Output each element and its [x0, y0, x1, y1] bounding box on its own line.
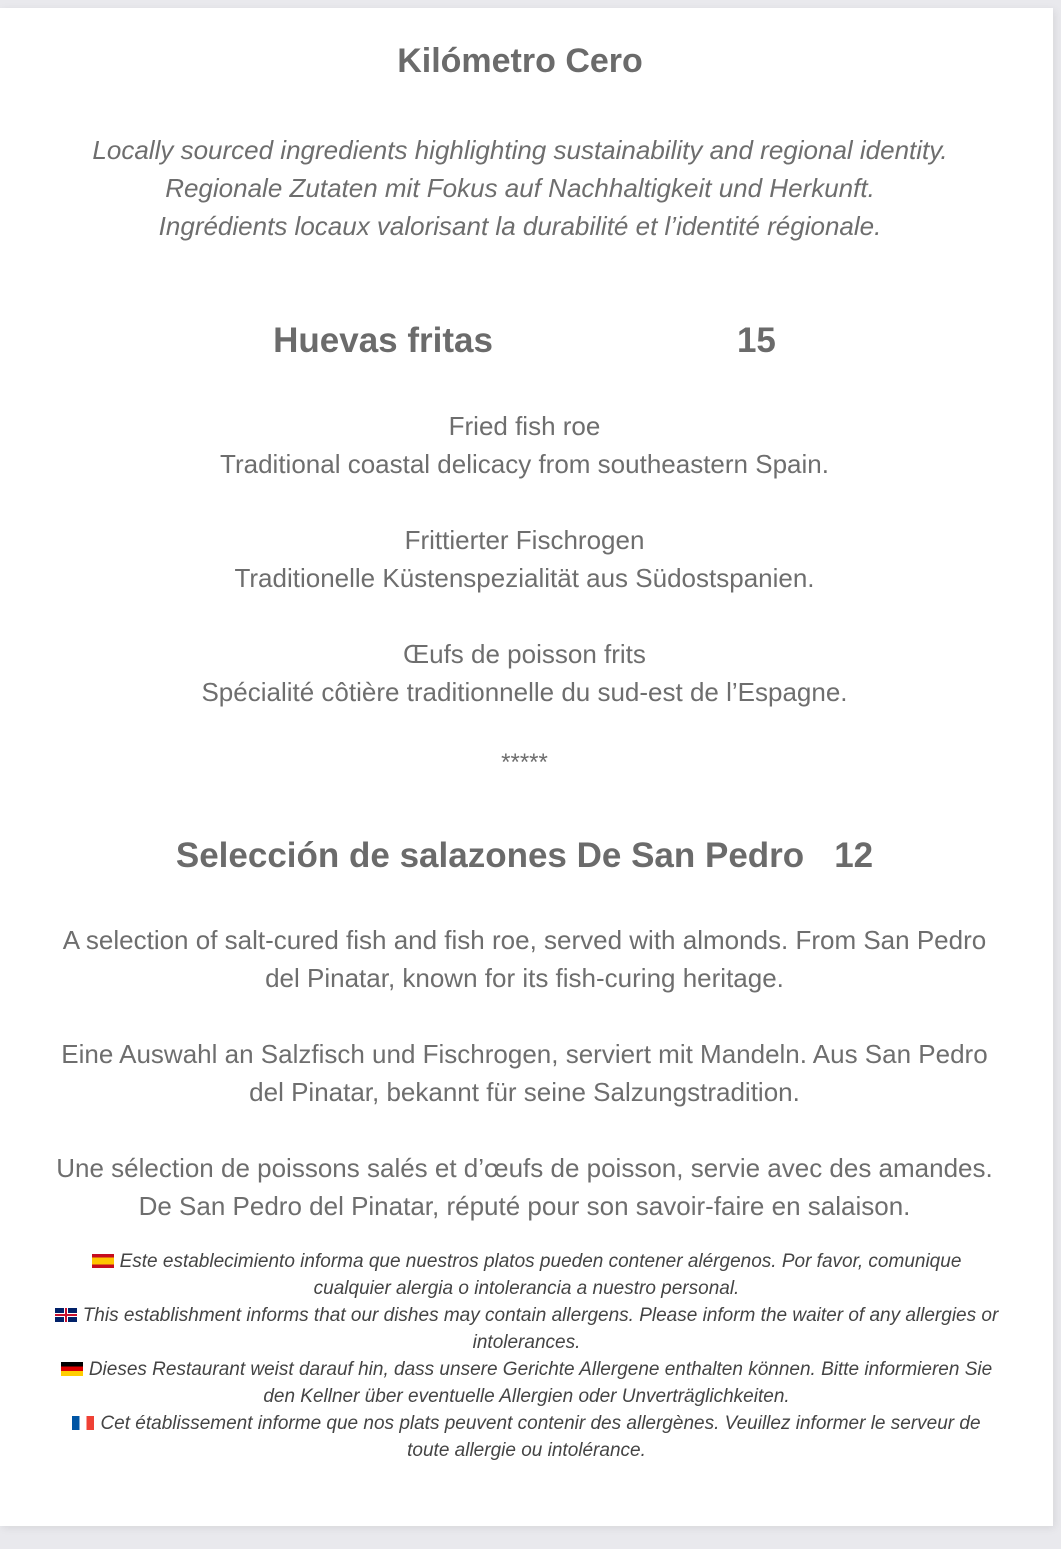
allergen-text-fr-2: toute allergie ou intolérance. — [407, 1440, 646, 1461]
dish-subtitle-de: Frittierter Fischrogen — [404, 525, 645, 555]
dish2-description-fr — [0, 1149, 1049, 1225]
dish-header-salazones — [0, 836, 1049, 876]
intro-french: Ingrédients locaux valorisant la durabilité et l’identité régionale. — [158, 211, 882, 241]
dish2-text-de-line1: Eine Auswahl an Salzfisch und Fischrogen, serviert mit Mandeln. Aus San Pedro — [61, 1039, 988, 1069]
allergen-text-de-2: den Kellner über eventuelle Allergien oder Unverträglichkeiten. — [263, 1386, 790, 1407]
allergen-text-en-1: This establishment informs that our dishes may contain allergens. Please inform the waiter of any allergies or — [82, 1305, 999, 1326]
dish-header-huevas — [0, 321, 1049, 361]
allergen-line-es — [20, 1248, 1033, 1275]
dish2-text-fr-line2: De San Pedro del Pinatar, réputé pour son savoir-faire en salaison. — [138, 1191, 911, 1221]
dish-description-de — [0, 521, 1049, 597]
dish-subtitle-en: Fried fish roe — [448, 411, 601, 441]
menu-page — [0, 8, 1053, 1526]
menu-intro — [0, 131, 1040, 245]
intro-german: Regionale Zutaten mit Fokus auf Nachhaltigkeit und Herkunft. — [165, 173, 875, 203]
allergen-text-fr-1: Cet établissement informe que nos plats peuvent contenir des allergènes. Veuillez informer le serveur de — [100, 1413, 981, 1434]
dish-text-en: Traditional coastal delicacy from southeastern Spain. — [220, 449, 829, 479]
menu-title: Kilómetro Cero — [397, 42, 643, 80]
allergen-line-en — [20, 1302, 1033, 1329]
dish-subtitle-fr: Œufs de poisson frits — [403, 639, 646, 669]
allergen-text-es-2: cualquier alergia o intolerancia a nuestro personal. — [313, 1278, 740, 1299]
dish-description-en — [0, 407, 1049, 483]
allergen-notice — [20, 1248, 1033, 1464]
dish2-text-en-line2: del Pinatar, known for its fish-curing heritage. — [265, 963, 784, 993]
intro-english: Locally sourced ingredients highlighting sustainability and regional identity. — [92, 135, 948, 165]
dish-description-fr — [0, 635, 1049, 711]
germany-flag-icon — [61, 1362, 83, 1376]
allergen-text-es-1: Este establecimiento informa que nuestros platos pueden contener alérgenos. Por favor, comunique — [119, 1251, 962, 1272]
allergen-line-fr — [20, 1410, 1033, 1437]
dish2-description-en — [0, 921, 1049, 997]
dish-name: Selección de salazones De San Pedro — [175, 836, 805, 875]
dish2-text-fr-line1: Une sélection de poissons salés et d’œufs de poisson, servie avec des amandes. — [56, 1153, 993, 1183]
allergen-line-de — [20, 1356, 1033, 1383]
spain-flag-icon — [92, 1254, 114, 1268]
dish-text-fr: Spécialité côtière traditionnelle du sud-est de l’Espagne. — [201, 677, 848, 707]
dish2-text-de-line2: del Pinatar, bekannt für seine Salzungstradition. — [249, 1077, 800, 1107]
section-separator: ***** — [501, 749, 548, 776]
dish-text-de: Traditionelle Küstenspezialität aus Südostspanien. — [234, 563, 815, 593]
dish2-description-de — [0, 1035, 1049, 1111]
uk-flag-icon — [55, 1308, 77, 1322]
france-flag-icon — [72, 1416, 94, 1430]
dish-price: 15 — [736, 321, 776, 360]
dish-name: Huevas fritas — [273, 321, 493, 360]
dish-price: 12 — [834, 836, 874, 875]
dish2-text-en-line1: A selection of salt-cured fish and fish roe, served with almonds. From San Pedro — [62, 925, 987, 955]
allergen-text-de-1: Dieses Restaurant weist darauf hin, dass unsere Gerichte Allergene enthalten können. Bitte informieren Sie — [88, 1359, 993, 1380]
allergen-text-en-2: intolerances. — [472, 1332, 581, 1353]
